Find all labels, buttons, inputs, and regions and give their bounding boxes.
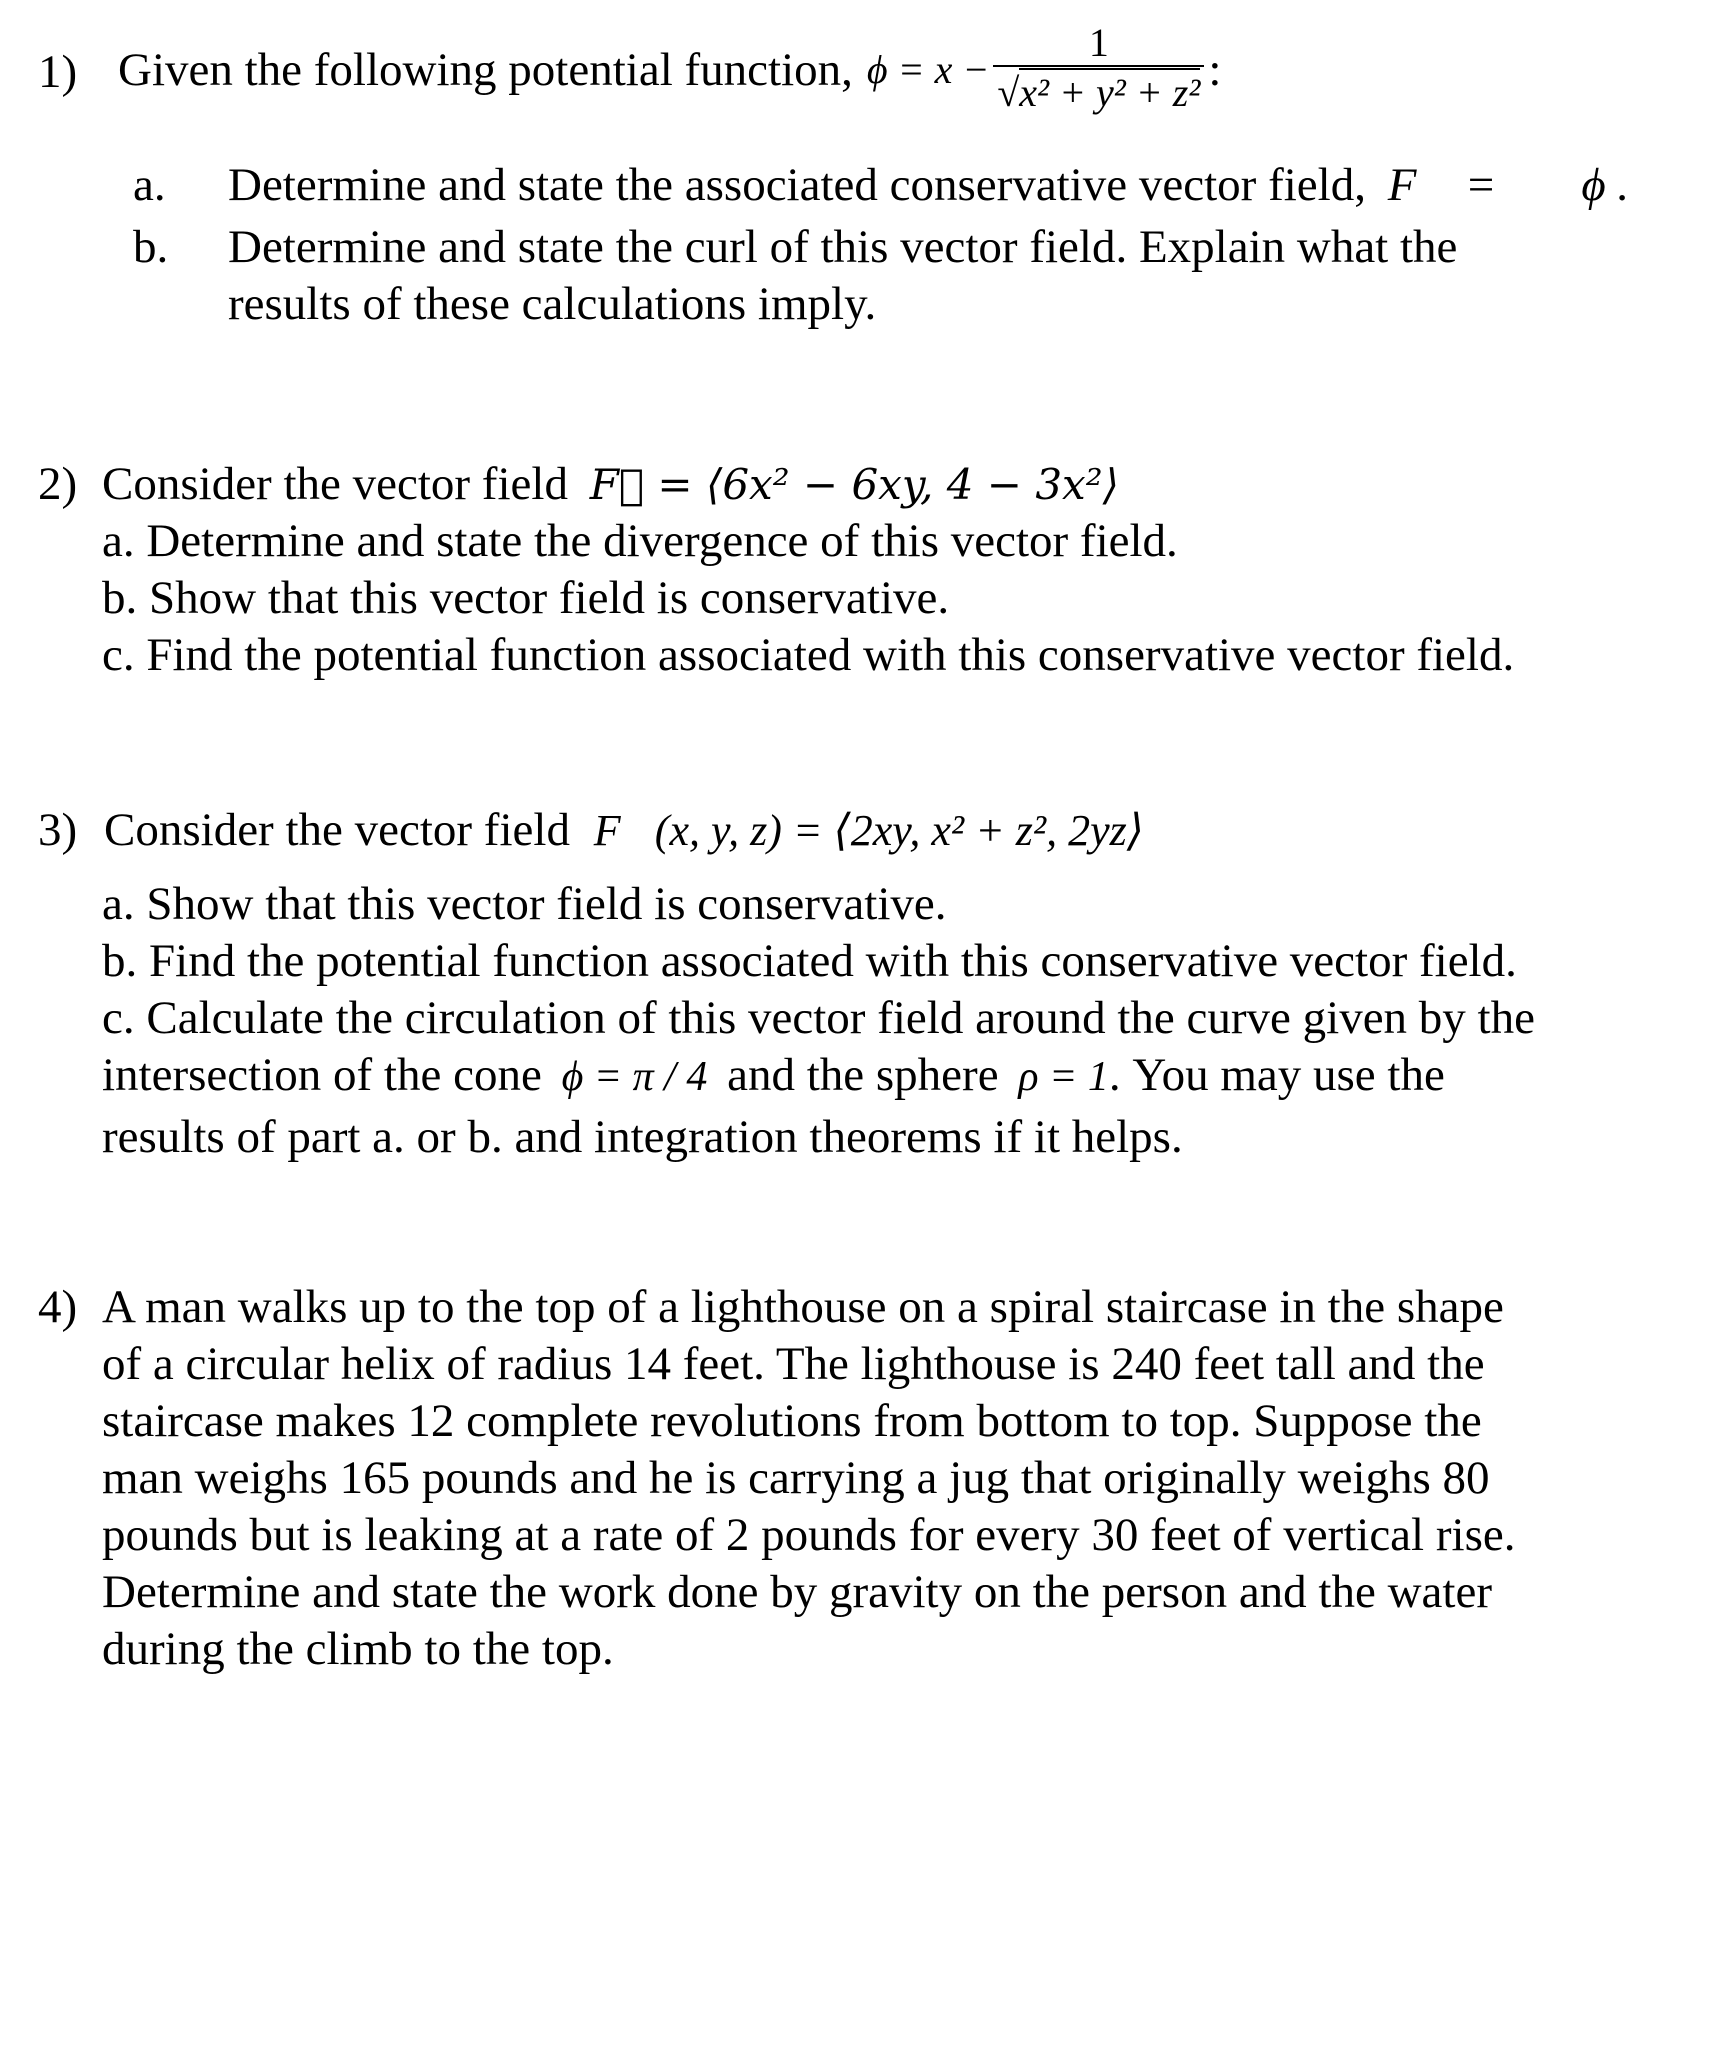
part-label: b. xyxy=(133,221,169,273)
problem-4-line: Determine and state the work done by gravity on the person and the water xyxy=(102,1566,1492,1618)
part-text: Determine and state the associated conservative vector field, xyxy=(228,159,1366,211)
problem-2-statement xyxy=(102,456,1119,513)
problem-3-part-c-continued xyxy=(102,1047,1445,1105)
problem-3-part-a: a. Show that this vector field is conservative. xyxy=(102,878,947,930)
problem-2-part-b: b. Show that this vector field is conservative. xyxy=(102,572,950,624)
problem-4-line: during the climb to the top. xyxy=(102,1623,614,1675)
problem-4-line: pounds but is leaking at a rate of 2 pounds for every 30 feet of vertical rise. xyxy=(102,1509,1516,1561)
cont-text: . You may use the xyxy=(1108,1049,1445,1101)
vector-field-expression: F⃗(x, y, z) = ⟨2xy, x² + z², 2yz⟩ xyxy=(593,806,1144,855)
problem-number: 3) xyxy=(38,804,78,856)
cont-text: and the sphere xyxy=(727,1049,999,1101)
problem-1-part-b-line-1: Determine and state the curl of this vector field. Explain what the xyxy=(228,221,1458,273)
problem-1-part-a xyxy=(228,157,1629,213)
vector-field-expression: F⃗ = ⟨6x² − 6xy, 4 − 3x²⟩ xyxy=(589,460,1119,509)
problem-number: 1) xyxy=(38,46,78,98)
radicand: x² + y² + z² xyxy=(1019,70,1201,115)
problem-2-part-a: a. Determine and state the divergence of this vector field. xyxy=(102,515,1178,567)
problem-3-statement xyxy=(104,802,1144,859)
problem-intro: Given the following potential function, xyxy=(118,44,853,96)
potential-lhs: ϕ = x − xyxy=(866,47,990,92)
gradient-expression: F⃗ = ∇⃗ϕ . xyxy=(1387,159,1630,211)
potential-tail: : xyxy=(1208,44,1222,96)
problem-4-line: man weighs 165 pounds and he is carrying a jug that originally weighs 80 xyxy=(102,1452,1490,1504)
cone-expression: ϕ = π / 4 xyxy=(561,1054,708,1100)
problem-4-line: of a circular helix of radius 14 feet. The lighthouse is 240 feet tall and the xyxy=(102,1338,1485,1390)
part-label: a. xyxy=(133,159,166,211)
problem-4-line: A man walks up to the top of a lighthouse on a spiral staircase in the shape xyxy=(102,1281,1504,1333)
problem-3-part-b: b. Find the potential function associated with this conservative vector field. xyxy=(102,935,1517,987)
cont-text: intersection of the cone xyxy=(102,1049,542,1101)
sphere-expression: ρ = 1 xyxy=(1018,1054,1109,1100)
problem-2-part-c: c. Find the potential function associated with this conservative vector field. xyxy=(102,629,1515,681)
problem-intro: Consider the vector field xyxy=(104,804,570,856)
problem-intro: Consider the vector field xyxy=(102,458,568,510)
problem-number: 4) xyxy=(38,1281,78,1333)
problem-1-statement xyxy=(118,20,1221,120)
problem-4-line: staircase makes 12 complete revolutions from bottom to top. Suppose the xyxy=(102,1395,1482,1447)
problem-number: 2) xyxy=(38,458,78,510)
potential-fraction xyxy=(993,21,1204,119)
problem-3-part-c-line-3: results of part a. or b. and integration theorems if it helps. xyxy=(102,1111,1183,1163)
fraction-numerator: 1 xyxy=(1088,20,1109,65)
problem-1-part-b-line-2: results of these calculations imply. xyxy=(228,278,877,330)
fraction-denominator: √x² + y² + z² xyxy=(993,65,1204,119)
problem-3-part-c: c. Calculate the circulation of this vector field around the curve given by the xyxy=(102,992,1535,1044)
